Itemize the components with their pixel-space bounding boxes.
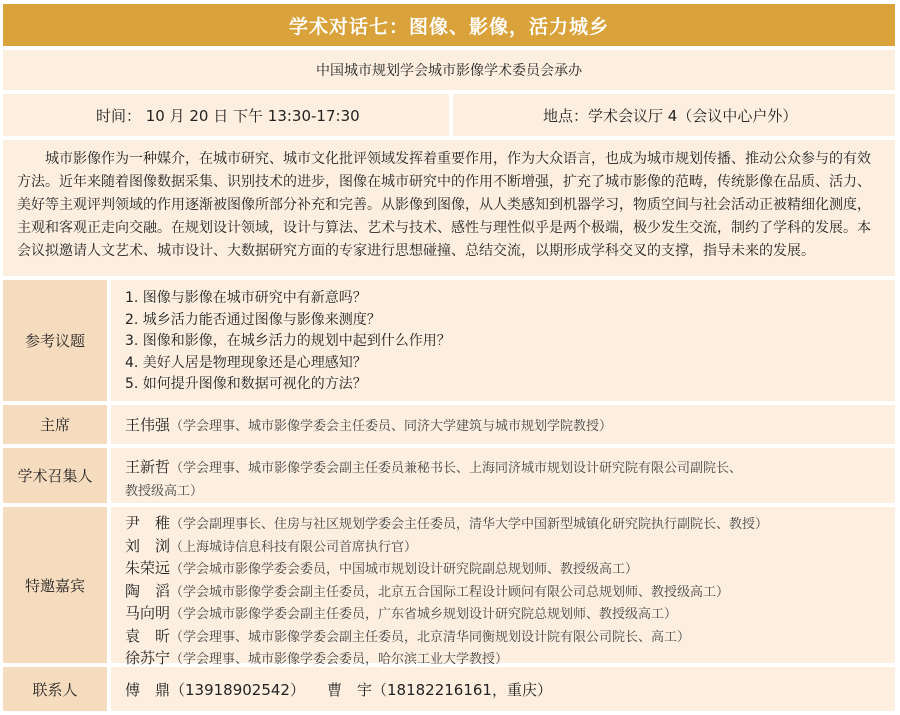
topic-item: 1. 图像与影像在城市研究中有新意吗？ bbox=[125, 290, 367, 306]
contact-person: 曹 宇（18182216161，重庆） bbox=[326, 680, 552, 699]
contact-label: 联系人 bbox=[3, 667, 107, 711]
convener-note: （学会理事、城市影像学委会副主任委员兼秘书长、上海同济城市规划设计研究院有限公司副院长、 bbox=[170, 461, 743, 476]
guest-note: （学会城市影像学委会副主任委员，北京五合国际工程设计顾问有限公司总规划师、教授级高工） bbox=[170, 584, 730, 600]
topic-item: 4. 美好人居是物理现象还是心理感知？ bbox=[125, 354, 367, 371]
topics-list bbox=[111, 280, 895, 401]
guest-item bbox=[125, 513, 895, 536]
convener-label: 学术召集人 bbox=[3, 448, 107, 503]
guest-name: 陶 滔 bbox=[125, 581, 171, 600]
page-title: 学术对话七：图像、影像，活力城乡 bbox=[3, 4, 895, 46]
contact-row bbox=[3, 667, 895, 711]
guest-note: （学会副理事长、住房与社区规划学委会主任委员，清华大学中国新型城镇化研究院执行副院长、教授） bbox=[170, 517, 769, 532]
chair-note: （学会理事、城市影像学委会主任委员、同济大学建筑与城市规划学院教授） bbox=[170, 419, 613, 434]
chair-content bbox=[111, 405, 895, 444]
guest-item bbox=[125, 558, 895, 581]
topic-item: 3. 图像和影像，在城乡活力的规划中起到什么作用？ bbox=[125, 333, 451, 349]
guest-note: （学会城市影像学委会副主任委员，广东省城乡规划设计研究院总规划师、教授级高工） bbox=[170, 607, 678, 622]
intro-paragraph: 城市影像作为一种媒介，在城市研究、城市文化批评领域发挥着重要作用，作为大众语言，也成为城市规划传播、推动公众参与的有效方法。近年来随着图像数据采集、识别技术的进步，图像在城市研究中的作用不断增强，扩充了城市影像的范畴，传统影像在品质、活力、美好等主观评判领域的作用逐渐被图像所部分补充和完善。从影像到图像，从人类感知到机器学习，物质空间与社会活动正被精细化测度，主观和客观正走向交融。在规划设计领域，设计与算法、艺术与技术、感性与理性似乎是两个极端，极少发生交流，制约了学科的发展。本会议拟邀请人文艺术、城市设计、大数据研究方面的专家进行思想碰撞、总结交流，以期形成学科交叉的支撑，指导未来的发展。 bbox=[3, 140, 895, 276]
guest-name: 刘 浏 bbox=[125, 536, 171, 555]
contact-content bbox=[111, 667, 895, 711]
convener-content bbox=[111, 448, 895, 503]
guest-note: （学会城市影像学委会委员，中国城市规划设计研究院副总规划师、教授级高工） bbox=[170, 562, 639, 577]
guest-name: 马向明 bbox=[125, 604, 171, 622]
guest-item bbox=[125, 581, 895, 604]
guest-name: 袁 昕 bbox=[125, 626, 171, 645]
guest-name: 朱荣远 bbox=[125, 559, 171, 577]
time-cell: 时间： 10 月 20 日 下午 13:30-17:30 bbox=[3, 94, 449, 136]
location-cell: 地点：学术会议厅 4（会议中心户外） bbox=[453, 94, 895, 136]
guest-name: 徐苏宁 bbox=[125, 649, 171, 667]
organizer: 中国城市规划学会城市影像学术委员会承办 bbox=[3, 50, 895, 90]
guest-note: （学会理事、城市影像学委会委员，哈尔滨工业大学教授） bbox=[170, 652, 509, 667]
guest-note: （学会理事、城市影像学委会副主任委员，北京清华同衡规划设计院有限公司院长、高工） bbox=[170, 629, 691, 645]
chair-row bbox=[3, 405, 895, 444]
guest-item bbox=[125, 626, 895, 649]
convener-name: 王新哲 bbox=[125, 458, 171, 476]
topic-item: 5. 如何提升图像和数据可视化的方法？ bbox=[125, 376, 367, 392]
topic-item: 2. 城乡活力能否通过图像与影像来测度？ bbox=[125, 311, 381, 328]
topics-row bbox=[3, 280, 895, 401]
guests-row bbox=[3, 507, 895, 667]
chair-label: 主席 bbox=[3, 405, 107, 444]
topics-label: 参考议题 bbox=[3, 280, 107, 401]
guest-name: 尹 稚 bbox=[125, 514, 171, 532]
guest-note: （上海城诗信息科技有限公司首席执行官） bbox=[170, 539, 418, 555]
guest-item bbox=[125, 603, 895, 626]
guest-item bbox=[125, 536, 895, 559]
convener-note-cont: 教授级高工） bbox=[125, 484, 204, 499]
guests-list bbox=[111, 507, 895, 667]
time-location-row bbox=[3, 94, 895, 136]
contact-person: 傅 鼎（13918902542） bbox=[125, 680, 305, 699]
convener-row bbox=[3, 448, 895, 503]
guests-label: 特邀嘉宾 bbox=[3, 507, 107, 663]
chair-name: 王伟强 bbox=[125, 416, 171, 434]
